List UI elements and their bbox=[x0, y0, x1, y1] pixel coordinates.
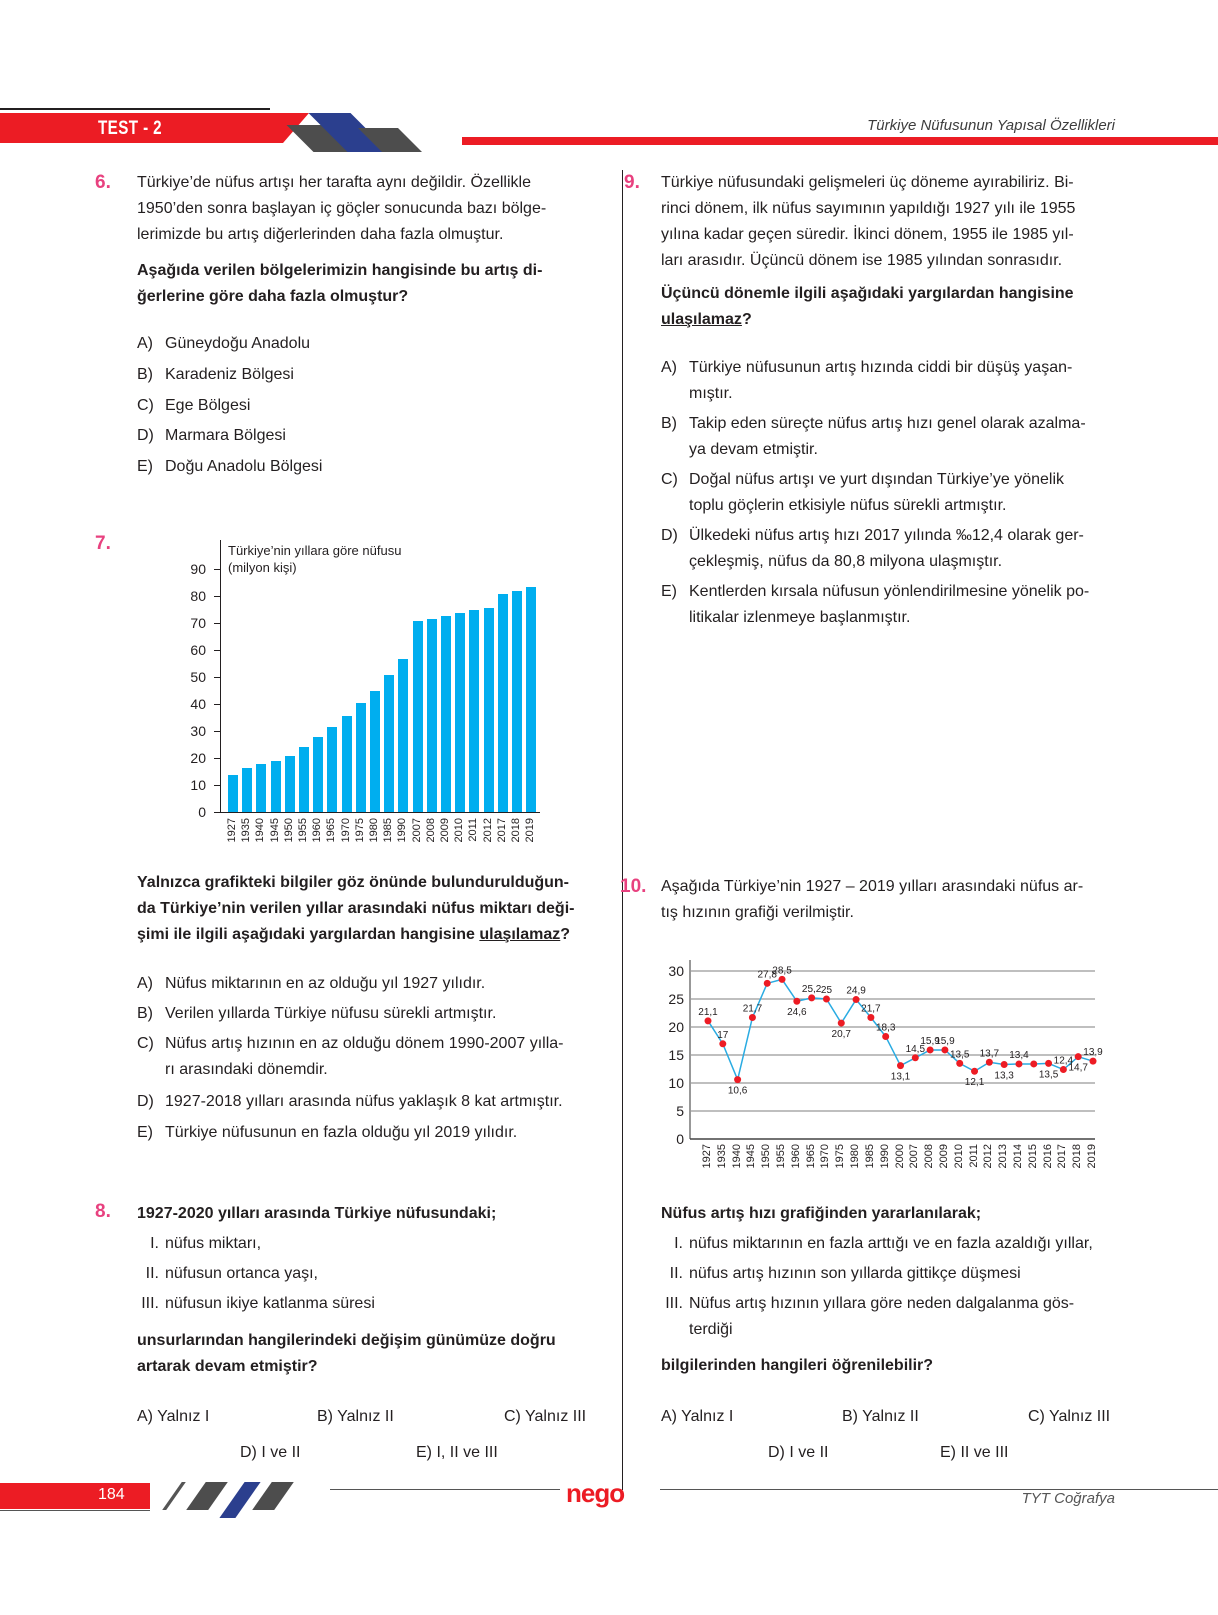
test-label: TEST - 2 bbox=[98, 118, 163, 139]
item-label: III. bbox=[141, 1295, 159, 1312]
svg-text:13,3: 13,3 bbox=[994, 1070, 1014, 1082]
stem-line: Aşağıda Türkiye’nin 1927 – 2019 yılları arasındaki nüfus ar- bbox=[661, 878, 1084, 895]
svg-text:21,7: 21,7 bbox=[742, 1003, 763, 1015]
option-label: A) bbox=[661, 1408, 677, 1425]
bar bbox=[512, 591, 522, 812]
svg-text:24,9: 24,9 bbox=[846, 985, 866, 997]
option-label: C) bbox=[504, 1408, 521, 1425]
x-tick-label: 1955 bbox=[775, 1144, 788, 1169]
x-tick-label: 1970 bbox=[339, 818, 352, 843]
x-tick-label: 2017 bbox=[495, 818, 508, 843]
option-label: B) bbox=[317, 1408, 333, 1425]
svg-text:30: 30 bbox=[668, 963, 684, 979]
x-tick-label: 2015 bbox=[1026, 1144, 1039, 1169]
item-text: nüfusun ortanca yaşı, bbox=[165, 1265, 318, 1282]
x-tick-label: 1960 bbox=[789, 1144, 802, 1169]
question-stem: 1927-2020 yılları arasında Türkiye nüfusundaki; bbox=[137, 1205, 497, 1222]
option-text: I ve II bbox=[789, 1444, 829, 1461]
prompt-line bbox=[137, 922, 602, 948]
option-e[interactable] bbox=[137, 454, 322, 480]
x-tick-label: 2012 bbox=[982, 1144, 995, 1169]
y-tick-label: 90 bbox=[190, 561, 206, 577]
x-tick-label: 2008 bbox=[923, 1144, 936, 1169]
header-rule bbox=[0, 108, 270, 110]
option-text: Yalnız II bbox=[862, 1408, 919, 1425]
x-tick-label: 2000 bbox=[893, 1144, 906, 1169]
option-label: C) bbox=[1028, 1408, 1045, 1425]
bar bbox=[342, 716, 352, 812]
x-axis bbox=[220, 812, 540, 813]
y-tick-label: 20 bbox=[190, 750, 206, 766]
option-d[interactable] bbox=[768, 1440, 828, 1466]
option-text: Yalnız I bbox=[681, 1408, 734, 1425]
roman-item-3 bbox=[661, 1291, 1074, 1343]
x-tick-label: 2007 bbox=[410, 818, 423, 843]
y-tick-mark bbox=[214, 785, 220, 786]
option-label: E) bbox=[137, 458, 153, 475]
x-tick-label: 1975 bbox=[353, 818, 366, 843]
x-tick-label: 1970 bbox=[819, 1144, 832, 1169]
option-text: Marmara Bölgesi bbox=[165, 427, 286, 444]
option-label: B) bbox=[137, 366, 153, 383]
x-tick-label: 1965 bbox=[804, 1144, 817, 1169]
item-text-cont: terdiği bbox=[689, 1321, 733, 1338]
option-b[interactable] bbox=[661, 411, 1121, 463]
x-tick-label: 1950 bbox=[760, 1144, 773, 1169]
stem-line: yılına kadar geçen süredir. İkinci dönem, 1955 ile 1985 yıl- bbox=[661, 226, 1074, 243]
question-prompt: Nüfus artış hızı grafiğinden yararlanılarak; bbox=[661, 1205, 982, 1222]
option-text: Nüfus artış hızının en az olduğu dönem 1990-2007 yılla- bbox=[165, 1035, 564, 1052]
footer-red-band bbox=[0, 1483, 150, 1509]
x-tick-label: 2011 bbox=[467, 818, 480, 842]
question-stem bbox=[661, 170, 1121, 274]
option-text: Güneydoğu Anadolu bbox=[165, 335, 311, 352]
option-label: A) bbox=[661, 359, 677, 376]
stem-line: rinci dönem, ilk nüfus sayımının yapıldığı 1927 yılı ile 1955 bbox=[661, 200, 1076, 217]
option-text: I ve II bbox=[261, 1444, 301, 1461]
bar bbox=[356, 703, 366, 812]
svg-text:14,5: 14,5 bbox=[905, 1043, 926, 1055]
footer-stripe-gray bbox=[186, 1482, 228, 1510]
x-tick-label: 2009 bbox=[439, 818, 451, 843]
option-b[interactable] bbox=[137, 362, 294, 388]
x-tick-label: 2016 bbox=[1041, 1144, 1054, 1169]
svg-text:25,2: 25,2 bbox=[801, 983, 822, 995]
option-c[interactable] bbox=[137, 1031, 563, 1083]
svg-text:13,4: 13,4 bbox=[1009, 1049, 1029, 1061]
column-divider bbox=[622, 170, 623, 1490]
option-e[interactable] bbox=[416, 1440, 498, 1466]
x-tick-label: 1955 bbox=[297, 818, 309, 843]
prompt-qmark: ? bbox=[560, 926, 571, 943]
prompt-qmark: ? bbox=[741, 311, 752, 328]
svg-text:25: 25 bbox=[820, 985, 833, 996]
x-tick-label: 1985 bbox=[382, 818, 395, 843]
stem-line: Türkiye’de nüfus artışı her tarafta aynı değildir. Özellikle bbox=[137, 174, 531, 191]
bar bbox=[228, 775, 238, 812]
x-tick-label: 2019 bbox=[524, 818, 537, 843]
option-text: Ülkedeki nüfus artış hızı 2017 yılında ‰12,4 olarak ger- bbox=[689, 527, 1084, 544]
option-text-cont: rı arasındaki dönemdir. bbox=[165, 1061, 328, 1078]
stem-line: 1950’den sonra başlayan iç göçler sonucunda bazı bölge- bbox=[137, 200, 547, 217]
item-label: II. bbox=[145, 1265, 159, 1282]
bar bbox=[327, 727, 337, 812]
option-text: Ege Bölgesi bbox=[165, 397, 251, 414]
option-label: B) bbox=[842, 1408, 858, 1425]
bar bbox=[242, 768, 252, 812]
option-label: A) bbox=[137, 335, 153, 352]
svg-text:13,9: 13,9 bbox=[1083, 1047, 1103, 1059]
option-text: Yalnız III bbox=[1049, 1408, 1111, 1425]
question-number: 10. bbox=[620, 876, 647, 897]
prompt-underlined: ulaşılamaz bbox=[479, 926, 561, 943]
y-tick-label: 30 bbox=[190, 723, 206, 739]
option-b[interactable] bbox=[317, 1404, 394, 1430]
x-tick-label: 2018 bbox=[1071, 1144, 1084, 1169]
roman-item-2 bbox=[661, 1261, 1021, 1287]
question-number: 6. bbox=[95, 172, 111, 193]
question-prompt-2: bilgilerinden hangileri öğrenilebilir? bbox=[661, 1357, 934, 1374]
svg-text:13,7: 13,7 bbox=[979, 1048, 1000, 1060]
svg-text:20: 20 bbox=[668, 1019, 684, 1035]
prompt-line: Üçüncü dönemle ilgili aşağıdaki yargılardan hangisine bbox=[661, 285, 1074, 302]
svg-text:15,9: 15,9 bbox=[935, 1035, 955, 1047]
bar bbox=[455, 613, 465, 812]
option-text-cont: litikalar izlenmeye başlanmıştır. bbox=[689, 609, 911, 626]
option-label: E) bbox=[416, 1444, 432, 1461]
y-tick-mark bbox=[214, 758, 220, 759]
prompt-line: ğerlerine göre daha fazla olmuştur? bbox=[137, 288, 409, 305]
item-text: Nüfus artış hızının yıllara göre neden dalgalanma gös- bbox=[689, 1295, 1075, 1312]
stem-line: lerimizde bu artış diğerlerinden daha fazla olmuştur. bbox=[137, 226, 504, 243]
option-label: C) bbox=[137, 1035, 154, 1052]
growth-rate-line-chart bbox=[660, 960, 1120, 1190]
x-tick-label: 1985 bbox=[863, 1144, 876, 1169]
x-tick-label: 1945 bbox=[745, 1144, 758, 1169]
svg-text:25: 25 bbox=[668, 991, 684, 1007]
svg-text:28,5: 28,5 bbox=[772, 965, 792, 977]
question-prompt bbox=[137, 1328, 602, 1380]
svg-text:10,6: 10,6 bbox=[727, 1085, 748, 1097]
svg-text:18,3: 18,3 bbox=[875, 1022, 896, 1034]
svg-text:5: 5 bbox=[676, 1103, 684, 1119]
prompt-text: şimi ile ilgili aşağıdaki yargılardan hangisine bbox=[137, 926, 480, 943]
bar bbox=[413, 621, 423, 812]
option-text: Yalnız III bbox=[525, 1408, 587, 1425]
option-text: Karadeniz Bölgesi bbox=[165, 366, 294, 383]
stem-line: Türkiye nüfusundaki gelişmeleri üç döneme ayırabiliriz. Bi- bbox=[661, 174, 1074, 191]
option-e[interactable] bbox=[661, 579, 1121, 631]
x-tick-label: 1980 bbox=[849, 1144, 862, 1169]
x-tick-label: 1950 bbox=[282, 818, 295, 843]
option-c[interactable] bbox=[137, 393, 250, 419]
bar bbox=[384, 675, 394, 812]
y-tick-label: 80 bbox=[190, 588, 206, 604]
y-tick-mark bbox=[214, 704, 220, 705]
y-tick-label: 70 bbox=[190, 615, 206, 631]
svg-text:17: 17 bbox=[717, 1029, 729, 1041]
y-tick-mark bbox=[214, 812, 220, 813]
option-text: Yalnız II bbox=[337, 1408, 394, 1425]
publisher-logo: nego bbox=[566, 1478, 625, 1508]
option-a[interactable] bbox=[137, 331, 310, 357]
stem-line: ları arasıdır. Üçüncü dönem ise 1985 yılından sonrasıdır. bbox=[661, 252, 1063, 269]
option-text: I, II ve III bbox=[436, 1444, 498, 1461]
svg-text:21,7: 21,7 bbox=[861, 1003, 881, 1015]
bar bbox=[299, 747, 309, 812]
prompt-line bbox=[661, 307, 1121, 333]
question-prompt bbox=[137, 258, 597, 310]
item-text: nüfus artış hızının son yıllarda gittikçe düşmesi bbox=[689, 1265, 1021, 1282]
x-tick-label: 2012 bbox=[481, 818, 494, 843]
bar bbox=[285, 756, 295, 812]
item-text: nüfus miktarı, bbox=[165, 1235, 262, 1252]
item-label: III. bbox=[665, 1295, 683, 1312]
item-label: I. bbox=[674, 1235, 683, 1252]
y-tick-mark bbox=[214, 677, 220, 678]
y-tick-label: 40 bbox=[190, 696, 206, 712]
option-c[interactable] bbox=[504, 1404, 586, 1430]
question-prompt bbox=[137, 870, 602, 948]
x-tick-label: 2018 bbox=[510, 818, 522, 843]
option-label: B) bbox=[137, 1005, 153, 1022]
option-label: E) bbox=[137, 1124, 153, 1141]
svg-text:15: 15 bbox=[668, 1047, 684, 1063]
option-label: E) bbox=[940, 1444, 956, 1461]
x-tick-label: 1927 bbox=[701, 1144, 713, 1169]
option-text: Türkiye nüfusunun en fazla olduğu yıl 2019 yılıdır. bbox=[165, 1124, 518, 1141]
bar bbox=[469, 610, 479, 812]
x-tick-label: 1990 bbox=[396, 818, 409, 843]
svg-text:21,1: 21,1 bbox=[698, 1006, 718, 1018]
option-b[interactable] bbox=[137, 1001, 496, 1027]
svg-text:15,9: 15,9 bbox=[920, 1035, 940, 1047]
option-text: Yalnız I bbox=[157, 1408, 210, 1425]
x-tick-label: 1975 bbox=[834, 1144, 847, 1169]
option-text: Kentlerden kırsala nüfusun yönlendirilmesine yönelik po- bbox=[689, 583, 1090, 600]
x-tick-label: 2017 bbox=[1056, 1144, 1069, 1169]
svg-text:0: 0 bbox=[676, 1131, 684, 1147]
option-label: A) bbox=[137, 1408, 153, 1425]
bar bbox=[256, 764, 266, 812]
x-tick-label: 1960 bbox=[311, 818, 324, 843]
option-text: Doğal nüfus artışı ve yurt dışından Türkiye’ye yönelik bbox=[689, 471, 1064, 488]
svg-text:24,6: 24,6 bbox=[787, 1007, 807, 1019]
option-label: B) bbox=[661, 415, 677, 432]
option-d[interactable] bbox=[137, 423, 286, 449]
x-tick-label: 2009 bbox=[937, 1144, 950, 1169]
option-d[interactable] bbox=[661, 523, 1121, 575]
roman-item-1 bbox=[137, 1231, 261, 1257]
option-text: Doğu Anadolu Bölgesi bbox=[165, 458, 323, 475]
svg-text:20,7: 20,7 bbox=[831, 1029, 852, 1041]
y-tick-mark bbox=[214, 569, 220, 570]
prompt-line: artarak devam etmiştir? bbox=[137, 1358, 318, 1375]
x-tick-label: 2014 bbox=[1011, 1144, 1024, 1169]
x-tick-label: 2013 bbox=[997, 1144, 1010, 1169]
roman-item-3 bbox=[137, 1291, 375, 1317]
y-tick-label: 60 bbox=[190, 642, 206, 658]
x-tick-label: 1945 bbox=[268, 818, 281, 843]
footer-rule bbox=[0, 1510, 150, 1511]
svg-text:14,7: 14,7 bbox=[1068, 1062, 1088, 1074]
x-tick-label: 1990 bbox=[878, 1144, 891, 1169]
bar bbox=[498, 594, 508, 812]
option-c[interactable] bbox=[661, 467, 1121, 519]
prompt-line: Aşağıda verilen bölgelerimizin hangisinde bu artış di- bbox=[137, 262, 543, 279]
svg-text:10: 10 bbox=[668, 1075, 684, 1091]
x-tick-label: 2007 bbox=[908, 1144, 921, 1169]
bar bbox=[526, 587, 536, 812]
footer-stripe-gray-2 bbox=[252, 1482, 294, 1510]
option-text: Verilen yıllarda Türkiye nüfusu sürekli artmıştır. bbox=[165, 1005, 497, 1022]
option-d[interactable] bbox=[137, 1089, 563, 1115]
svg-text:13,1: 13,1 bbox=[890, 1071, 911, 1083]
question-number: 9. bbox=[624, 172, 640, 193]
option-a[interactable] bbox=[137, 971, 485, 997]
prompt-underlined: ulaşılamaz bbox=[661, 311, 742, 328]
footer-line-left bbox=[330, 1489, 560, 1490]
option-text-cont: çekleşmiş, nüfus da 80,8 milyona ulaşmıştır. bbox=[689, 553, 1003, 570]
option-e[interactable] bbox=[940, 1440, 1008, 1466]
y-tick-mark bbox=[214, 650, 220, 651]
y-tick-mark bbox=[214, 596, 220, 597]
roman-item-1 bbox=[661, 1231, 1093, 1257]
option-text: II ve III bbox=[960, 1444, 1009, 1461]
x-tick-label: 2010 bbox=[952, 1144, 965, 1169]
option-d[interactable] bbox=[240, 1440, 300, 1466]
chart-subtitle: (milyon kişi) bbox=[228, 560, 297, 575]
x-tick-label: 1965 bbox=[325, 818, 338, 843]
prompt-line: unsurlarından hangilerindeki değişim günümüze doğru bbox=[137, 1332, 556, 1349]
option-b[interactable] bbox=[842, 1404, 919, 1430]
option-label: C) bbox=[137, 397, 154, 414]
item-text: nüfus miktarının en fazla arttığı ve en fazla azaldığı yıllar, bbox=[689, 1235, 1093, 1252]
option-e[interactable] bbox=[137, 1120, 517, 1146]
option-label: D) bbox=[137, 1093, 154, 1110]
svg-text:13,5: 13,5 bbox=[949, 1049, 970, 1061]
y-tick-label: 10 bbox=[190, 777, 206, 793]
option-text: 1927-2018 yılları arasında nüfus yaklaşık 8 kat artmıştır. bbox=[165, 1093, 563, 1110]
question-number: 7. bbox=[95, 533, 111, 554]
header-red-line bbox=[462, 137, 1218, 145]
option-label: A) bbox=[137, 975, 153, 992]
x-tick-label: 1935 bbox=[715, 1144, 728, 1169]
option-text: Takip eden süreçte nüfus artış hızı genel olarak azalma- bbox=[689, 415, 1086, 432]
option-text: Türkiye nüfusunun artış hızında ciddi bir düşüş yaşan- bbox=[689, 359, 1073, 376]
footer-stripe-thin bbox=[162, 1482, 186, 1510]
svg-text:12,4: 12,4 bbox=[1053, 1055, 1074, 1067]
bar bbox=[441, 616, 451, 812]
y-axis bbox=[220, 540, 221, 812]
x-tick-label: 1980 bbox=[368, 818, 380, 843]
prompt-line: Yalnızca grafikteki bilgiler göz önünde bulundurulduğun- bbox=[137, 874, 570, 891]
bar bbox=[398, 659, 408, 812]
x-tick-label: 2008 bbox=[424, 818, 437, 843]
item-text: nüfusun ikiye katlanma süresi bbox=[165, 1295, 375, 1312]
svg-text:13,5: 13,5 bbox=[1038, 1069, 1059, 1081]
question-stem bbox=[661, 874, 1121, 926]
option-c[interactable] bbox=[1028, 1404, 1110, 1430]
population-bar-chart bbox=[180, 540, 550, 850]
prompt-line: da Türkiye’nin verilen yıllar arasındaki nüfus miktarı deği- bbox=[137, 900, 575, 917]
x-tick-label: 1935 bbox=[240, 818, 253, 843]
y-tick-label: 0 bbox=[198, 804, 206, 820]
stem-line: tış hızının grafiği verilmiştir. bbox=[661, 904, 854, 921]
item-label: II. bbox=[669, 1265, 683, 1282]
bar bbox=[484, 608, 494, 812]
x-tick-label: 1927 bbox=[226, 818, 238, 843]
x-tick-label: 1940 bbox=[730, 1144, 743, 1169]
option-label: D) bbox=[137, 427, 154, 444]
option-text-cont: toplu göçlerin etkisiyle nüfus sürekli artmıştır. bbox=[689, 497, 1007, 514]
question-stem bbox=[137, 170, 597, 248]
y-tick-label: 50 bbox=[190, 669, 206, 685]
bar bbox=[313, 737, 323, 812]
y-tick-mark bbox=[214, 623, 220, 624]
chart-title bbox=[228, 542, 401, 576]
option-a[interactable] bbox=[137, 1404, 209, 1430]
x-tick-label: 2011 bbox=[967, 1144, 980, 1168]
footer-line-right bbox=[660, 1489, 1218, 1490]
x-tick-label: 2019 bbox=[1086, 1144, 1098, 1169]
footer-stripe-blue bbox=[219, 1482, 260, 1518]
svg-text:12,1: 12,1 bbox=[964, 1077, 985, 1089]
option-text-cont: mıştır. bbox=[689, 385, 733, 402]
page-number: 184 bbox=[98, 1486, 125, 1503]
item-label: I. bbox=[150, 1235, 159, 1252]
roman-item-2 bbox=[137, 1261, 318, 1287]
option-a[interactable] bbox=[661, 355, 1121, 407]
option-label: D) bbox=[768, 1444, 785, 1461]
bar bbox=[271, 761, 281, 812]
option-a[interactable] bbox=[661, 1404, 733, 1430]
option-label: D) bbox=[240, 1444, 257, 1461]
option-text-cont: ya devam etmiştir. bbox=[689, 441, 818, 458]
option-label: E) bbox=[661, 583, 677, 600]
bar bbox=[427, 619, 437, 812]
x-tick-label: 2010 bbox=[453, 818, 466, 843]
option-label: D) bbox=[661, 527, 678, 544]
x-tick-label: 1940 bbox=[254, 818, 267, 843]
option-label: C) bbox=[661, 471, 678, 488]
book-title: TYT Coğrafya bbox=[1021, 1490, 1115, 1507]
bar bbox=[370, 691, 380, 812]
option-text: Nüfus miktarının en az olduğu yıl 1927 yılıdır. bbox=[165, 975, 486, 992]
section-title: Türkiye Nüfusunun Yapısal Özellikleri bbox=[867, 117, 1115, 134]
question-prompt bbox=[661, 281, 1121, 333]
svg-text:27,8: 27,8 bbox=[757, 969, 777, 981]
question-number: 8. bbox=[95, 1201, 111, 1222]
y-tick-mark bbox=[214, 731, 220, 732]
chart-title-line: Türkiye’nin yıllara göre nüfusu bbox=[228, 543, 402, 558]
